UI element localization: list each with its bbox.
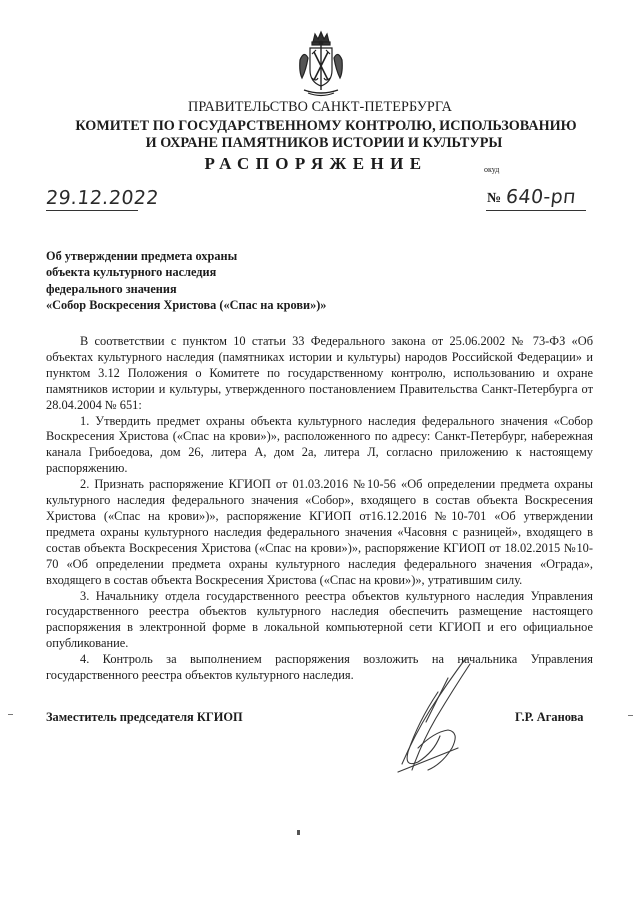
subject-line: объекта культурного наследия (46, 265, 217, 280)
document-body (46, 334, 593, 684)
signer-name: Г.Р. Аганова (515, 710, 584, 724)
date-underline (46, 210, 138, 211)
committee-title-line-2: И ОХРАНЕ ПАМЯТНИКОВ ИСТОРИИ И КУЛЬТУРЫ (145, 135, 503, 151)
government-title: ПРАВИТЕЛЬСТВО САНКТ-ПЕТЕРБУРГА (188, 99, 452, 115)
body-paragraph-4: 4. Контроль за выполнением распоряжения возложить на начальника Управления государственного реестра объектов культурного наследия. (46, 652, 593, 683)
document-subject (46, 248, 326, 314)
body-paragraph-2: 2. Признать распоряжение КГИОП от 01.03.2016 №10-56 «Об определении предмета охраны культурного наследия федерального значения «Собор», входящего в состав объекта Воскресения Христова («Спас на крови»)», распоряжение КГИОП от16.12.2016 №10-701 «Об утверждении предмета охраны культурного наследия федерального значения «Часовня с разницей», входящего в состав объекта Воскресения Христова («Спас на крови»)», распоряжение КГИОП от 18.02.2015 №10-70 «Об определении предмета охраны культурного наследия федерального значения «Ограда», входящего в состав объекта Воскресения Христова («Спас на крови»)», утратившим силу. (46, 477, 593, 587)
st-petersburg-coat-of-arms-icon (296, 30, 346, 98)
body-paragraph-1: 1. Утвердить предмет охраны объекта культурного наследия федерального значения «Собор Воскресения Христова («Спас на крови»)», расположенного по адресу: Санкт-Петербург, набережная канала Грибоедова, дом 26, литера А, дом 2а, литера Л, согласно приложению к настоящему распоряжению. (46, 413, 593, 476)
handwritten-signature (378, 652, 508, 782)
scan-mark (8, 714, 13, 715)
committee-title-line-1: КОМИТЕТ ПО ГОСУДАРСТВЕННОМУ КОНТРОЛЮ, ИСПОЛЬЗОВАНИЮ (75, 118, 577, 134)
scan-mark (628, 715, 633, 716)
okud-label: окуд (484, 165, 500, 174)
number-sign: № (487, 191, 502, 206)
subject-line: федерального значения (46, 281, 177, 296)
document-type: РАСПОРЯЖЕНИЕ (204, 154, 428, 173)
document-date: 29.12.2022 (44, 187, 160, 209)
number-underline (486, 210, 586, 211)
body-paragraph-preamble: В соответствии с пунктом 10 статьи 33 Федерального закона от 25.06.2002 № 73-ФЗ «Об объектах культурного наследия (памятниках истории и культуры) народов Российской Федерации» и пунктом 3.12 Положения о Комитете по государственному контролю, использованию и охране памятников истории и культуры, утвержденного постановлением Правительства Санкт-Петербурга от 28.04.2004 № 651: (46, 334, 593, 412)
subject-line: «Собор Воскресения Христова («Спас на крови»)» (46, 298, 327, 313)
page-mark (297, 830, 300, 835)
document-number: 640-рп (504, 186, 578, 208)
body-paragraph-3: 3. Начальнику отдела государственного реестра объектов культурного наследия Управления государственного реестра объектов культурного наследия обеспечить размещение настоящего распоряжения в электронной форме в локальной компьютерной сети КГИОП и его официальное опубликование. (46, 588, 593, 651)
subject-line: Об утверждении предмета охраны (46, 249, 238, 263)
signer-position: Заместитель председателя КГИОП (46, 710, 243, 724)
